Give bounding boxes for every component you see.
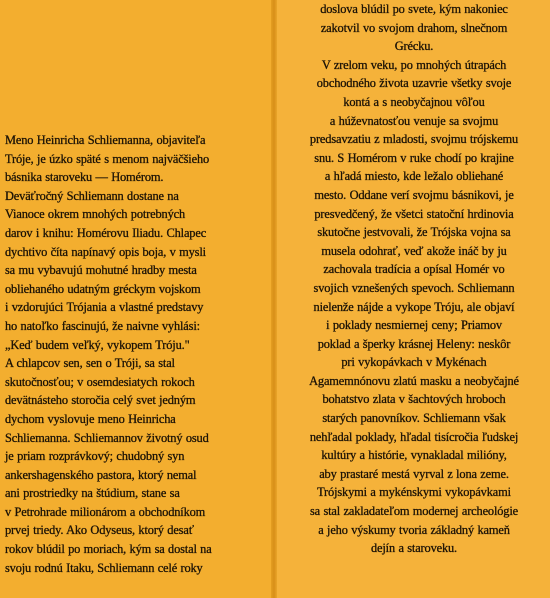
text-line: skutočne jestvovali, že Trójska vojna sa [317,225,511,240]
text-line: poklad a šperky krásnej Heleny: neskôr [317,336,511,351]
text-line: A chlapcov sen, sen o Tróji, sa stal [5,356,175,371]
text-line: musela odohrať, veď akože ináč by ju [321,243,507,258]
text-line: dychom vyslovuje meno Heinricha [5,411,176,426]
text-line: Grécku. [394,39,434,54]
text-line: Schliemanna. Schliemannov životný osud [5,430,209,445]
text-line: doslova blúdil po svete, kým nakoniec [320,2,508,16]
text-line: V zrelom veku, po mnohých útrapách [321,57,507,72]
text-line: zachovala tradícia a opísal Homér vo [323,262,505,277]
text-line: snu. S Homérom v ruke chodí po krajine [314,150,514,165]
text-line: v Petrohrade milionárom a obchodníkom [5,504,206,519]
text-line: aby prastaré mestá vyrval z lona zeme. [319,466,509,481]
text-line: svoju rodnú Itaku, Schliemann celé roky [5,560,203,575]
text-line: Trójskymi a mykénskymi vykopávkami [317,485,511,500]
text-line: a húževnatosťou venuje sa svojmu [329,113,499,128]
text-line: a jeho výskumy tvoria základný kameň [318,522,510,537]
text-line: obliehaného udatným gréckym vojskom [5,281,201,296]
text-line: Meno Heinricha Schliemanna, objaviteľa [5,133,206,147]
text-line: nehľadal poklady, hľadal tisícročia ľudskej [309,429,519,444]
text-line: je priam rozprávkový; chudobný syn [5,449,185,464]
text-line: pri vykopávkach v Mykénach [341,355,487,370]
text-line: Deväťročný Schliemann dostane na [5,188,179,203]
text-line: sa mu vybavujú mohutné hradby mesta [5,263,197,278]
text-line: Vianoce okrem mnohých potrebných [5,207,186,222]
text-line: presvedčený, že všetci statoční hrdinovia [314,206,514,221]
text-line: sa stal zakladateľom modernej archeológie [310,504,518,519]
book-gutter [271,0,277,598]
text-line: rokov blúdil po moriach, kým sa dostal na [5,542,212,557]
text-line: ho natoľko fascinujú, že naivne vyhlási: [5,318,200,333]
text-line: a hľadá miesto, kde ležalo obliehané [324,169,504,184]
text-line: básnika staroveku — Homérom. [5,170,164,185]
text-line: mesto. Oddane verí svojmu básnikovi, je [314,187,514,202]
text-line: Tróje, je úzko späté s menom najväčšieho [5,151,210,166]
text-line: svojich vznešených spevoch. Schliemann [313,280,515,295]
text-line: dejín a staroveku. [370,541,458,556]
right-page-text [285,0,543,558]
text-line: darov i knihu: Homérovu Iliadu. Chlapec [5,225,207,240]
text-line: skutočnosťou; v osemdesiatych rokoch [5,374,195,389]
text-line: kontá a s neobyčajnou vôľou [343,94,485,109]
text-line: obchodného života uzavrie všetky svoje [316,76,512,91]
text-line: predsavzatiu z mladosti, svojmu trójskemu [309,132,519,147]
text-line: i vzdorujúci Trójania a vlastné predstavy [5,300,204,315]
text-line: zakotvil vo svojom drahom, slnečnom [320,20,508,35]
text-line: kultúry a histórie, vynakladal milióny, [321,448,507,463]
text-line: prvej triedy. Ako Odyseus, ktorý desať [5,523,194,538]
text-line: dychtivo číta napínavý opis boja, v mysli [5,244,206,259]
text-line: i poklady nesmiernej ceny; Priamov [326,318,502,333]
text-line: „Keď budem veľký, vykopem Tróju." [5,337,190,352]
text-line: ankershagenského pastora, ktorý nemal [5,467,197,482]
text-line: starých panovníkov. Schliemann však [322,411,506,426]
text-line: nielenže nájde a vykope Tróju, ale objaví [313,299,515,314]
text-line: devätnásteho storočia celý svet jedným [5,393,196,408]
text-line: bohatstvo zlata v šachtových hroboch [322,392,506,407]
left-page-text [5,131,267,577]
text-line: Agamemnónovu zlatú masku a neobyčajné [309,373,519,388]
text-line: ani prostriedky na štúdium, stane sa [5,486,180,501]
